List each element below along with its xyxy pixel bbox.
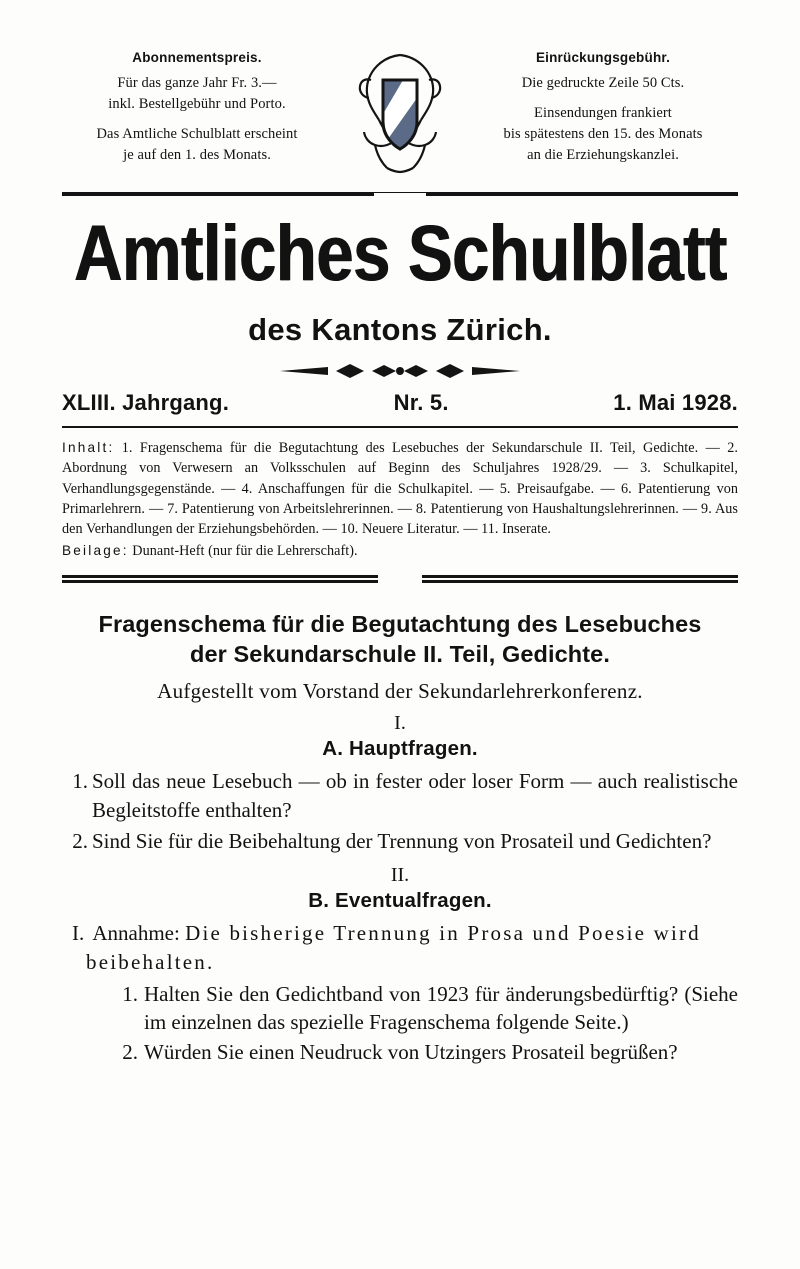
list-item-number: 2.	[72, 828, 88, 853]
assumption-text: Die bisherige Trennung in Prosa und Poesie wird beibehalten.	[86, 920, 701, 975]
list-item-text: Halten Sie den Gedichtband von 1923 für änderungsbedürftig? (Siehe im einzelnen das spezielle Fragenschema folgende Seite.)	[144, 981, 738, 1035]
masthead-left-column	[62, 48, 332, 166]
list-item-number: 1.	[72, 769, 88, 794]
section-1-heading: A. Hauptfragen.	[322, 737, 478, 761]
submission-notice-line-2: bis spätestens den 15. des Monats	[503, 125, 703, 142]
publication-frequency-line-1: Das Amtliche Schulblatt erscheint	[96, 125, 298, 142]
article-title-line-1: Fragenschema für die Begutachtung des Lesebuches	[98, 611, 702, 638]
subscription-price-line-2: inkl. Bestellgebühr und Porto.	[108, 95, 286, 112]
assumption-statement	[62, 919, 738, 978]
section-2-question-list	[62, 980, 738, 1067]
page-subtitle: des Kantons Zürich.	[248, 312, 552, 348]
assumption-lead: Annahme:	[92, 920, 180, 945]
list-item-text: Soll das neue Lesebuch — ob in fester oder loser Form — auch realistische Begleitstoffe enthalten?	[92, 769, 738, 823]
list-item-text: Sind Sie für die Beibehaltung der Trennung von Prosateil und Gedichten?	[92, 828, 712, 853]
article-title-line-2: der Sekundarschule II. Teil, Gedichte.	[190, 641, 610, 668]
section-2-heading: B. Eventualfragen.	[308, 888, 492, 912]
contents-label: Inhalt:	[62, 440, 115, 456]
table-of-contents	[0, 428, 800, 561]
supplement-label: Beilage:	[62, 543, 129, 559]
issue-number: Nr. 5.	[393, 390, 449, 416]
section-1-numeral: I.	[394, 712, 406, 735]
list-item-text: Würden Sie einen Neudruck von Utzingers Prosateil begrüßen?	[144, 1040, 678, 1065]
list-item	[118, 980, 738, 1038]
subscription-price-details	[62, 73, 332, 115]
masthead-divider	[0, 192, 800, 196]
section-2-numeral: II.	[390, 863, 410, 886]
list-item-number: 2.	[122, 1040, 138, 1065]
page-title: Amtliches Schulblatt	[73, 209, 727, 298]
supplement-text: Dunant-Heft (nur für die Lehrerschaft).	[132, 543, 358, 560]
insertion-fee-details	[468, 73, 738, 94]
submission-notice-line-1: Einsendungen frankiert	[534, 104, 672, 121]
subscription-price-line-1: Für das ganze Jahr Fr. 3.—	[117, 74, 277, 91]
submission-notice-line-3: an die Erziehungskanzlei.	[527, 146, 679, 163]
article-byline: Aufgestellt vom Vorstand der Sekundarlehrerkonferenz.	[157, 679, 643, 704]
list-item	[118, 1038, 738, 1067]
volume-label: XLIII. Jahrgang.	[62, 390, 230, 416]
contents-divider	[0, 575, 800, 583]
section-1-question-list	[62, 767, 738, 855]
list-item	[62, 827, 738, 856]
publication-frequency-line-2: je auf den 1. des Monats.	[123, 146, 271, 163]
diamond-ornament-icon	[0, 362, 800, 380]
article	[0, 583, 800, 1067]
masthead	[0, 0, 800, 176]
issue-line	[0, 390, 800, 416]
supplement-paragraph	[62, 541, 738, 561]
submission-notice	[468, 103, 738, 166]
insertion-fee-heading: Einrückungsgebühr.	[535, 50, 671, 65]
insertion-fee-line-1: Die gedruckte Zeile 50 Cts.	[521, 74, 685, 91]
masthead-right-column	[468, 48, 738, 166]
publication-frequency	[62, 124, 332, 166]
assumption-number: I.	[72, 920, 85, 945]
contents-text: 1. Fragenschema für die Begutachtung des Lesebuches der Sekundarschule II. Teil, Gedichte. — 2. Abordnung von Verwesern an Volksschulen auf Beginn des Schuljahres 1928/29. — 3. Schulkapitel, Verhandlungsgegenstände. — 4. Anschaffungen für die Schulkapitel. — 5. Preisaufgabe. — 6. Patentierung von Primarlehrern. — 7. Patentierung von Arbeitslehrerinnen. — 8. Patentierung von Haushaltungslehrerinnen. — 9. Aus den Verhandlungen der Erziehungsbehörden. — 10. Neuere Literatur. — 11. Inserate.	[62, 440, 738, 537]
article-title	[62, 609, 738, 669]
zurich-coat-of-arms-icon	[355, 48, 445, 176]
list-item-number: 1.	[122, 981, 138, 1006]
list-item	[62, 767, 738, 825]
contents-paragraph	[62, 438, 738, 539]
subscription-price-heading: Abonnementspreis.	[132, 50, 262, 65]
issue-date: 1. Mai 1928.	[613, 390, 738, 416]
